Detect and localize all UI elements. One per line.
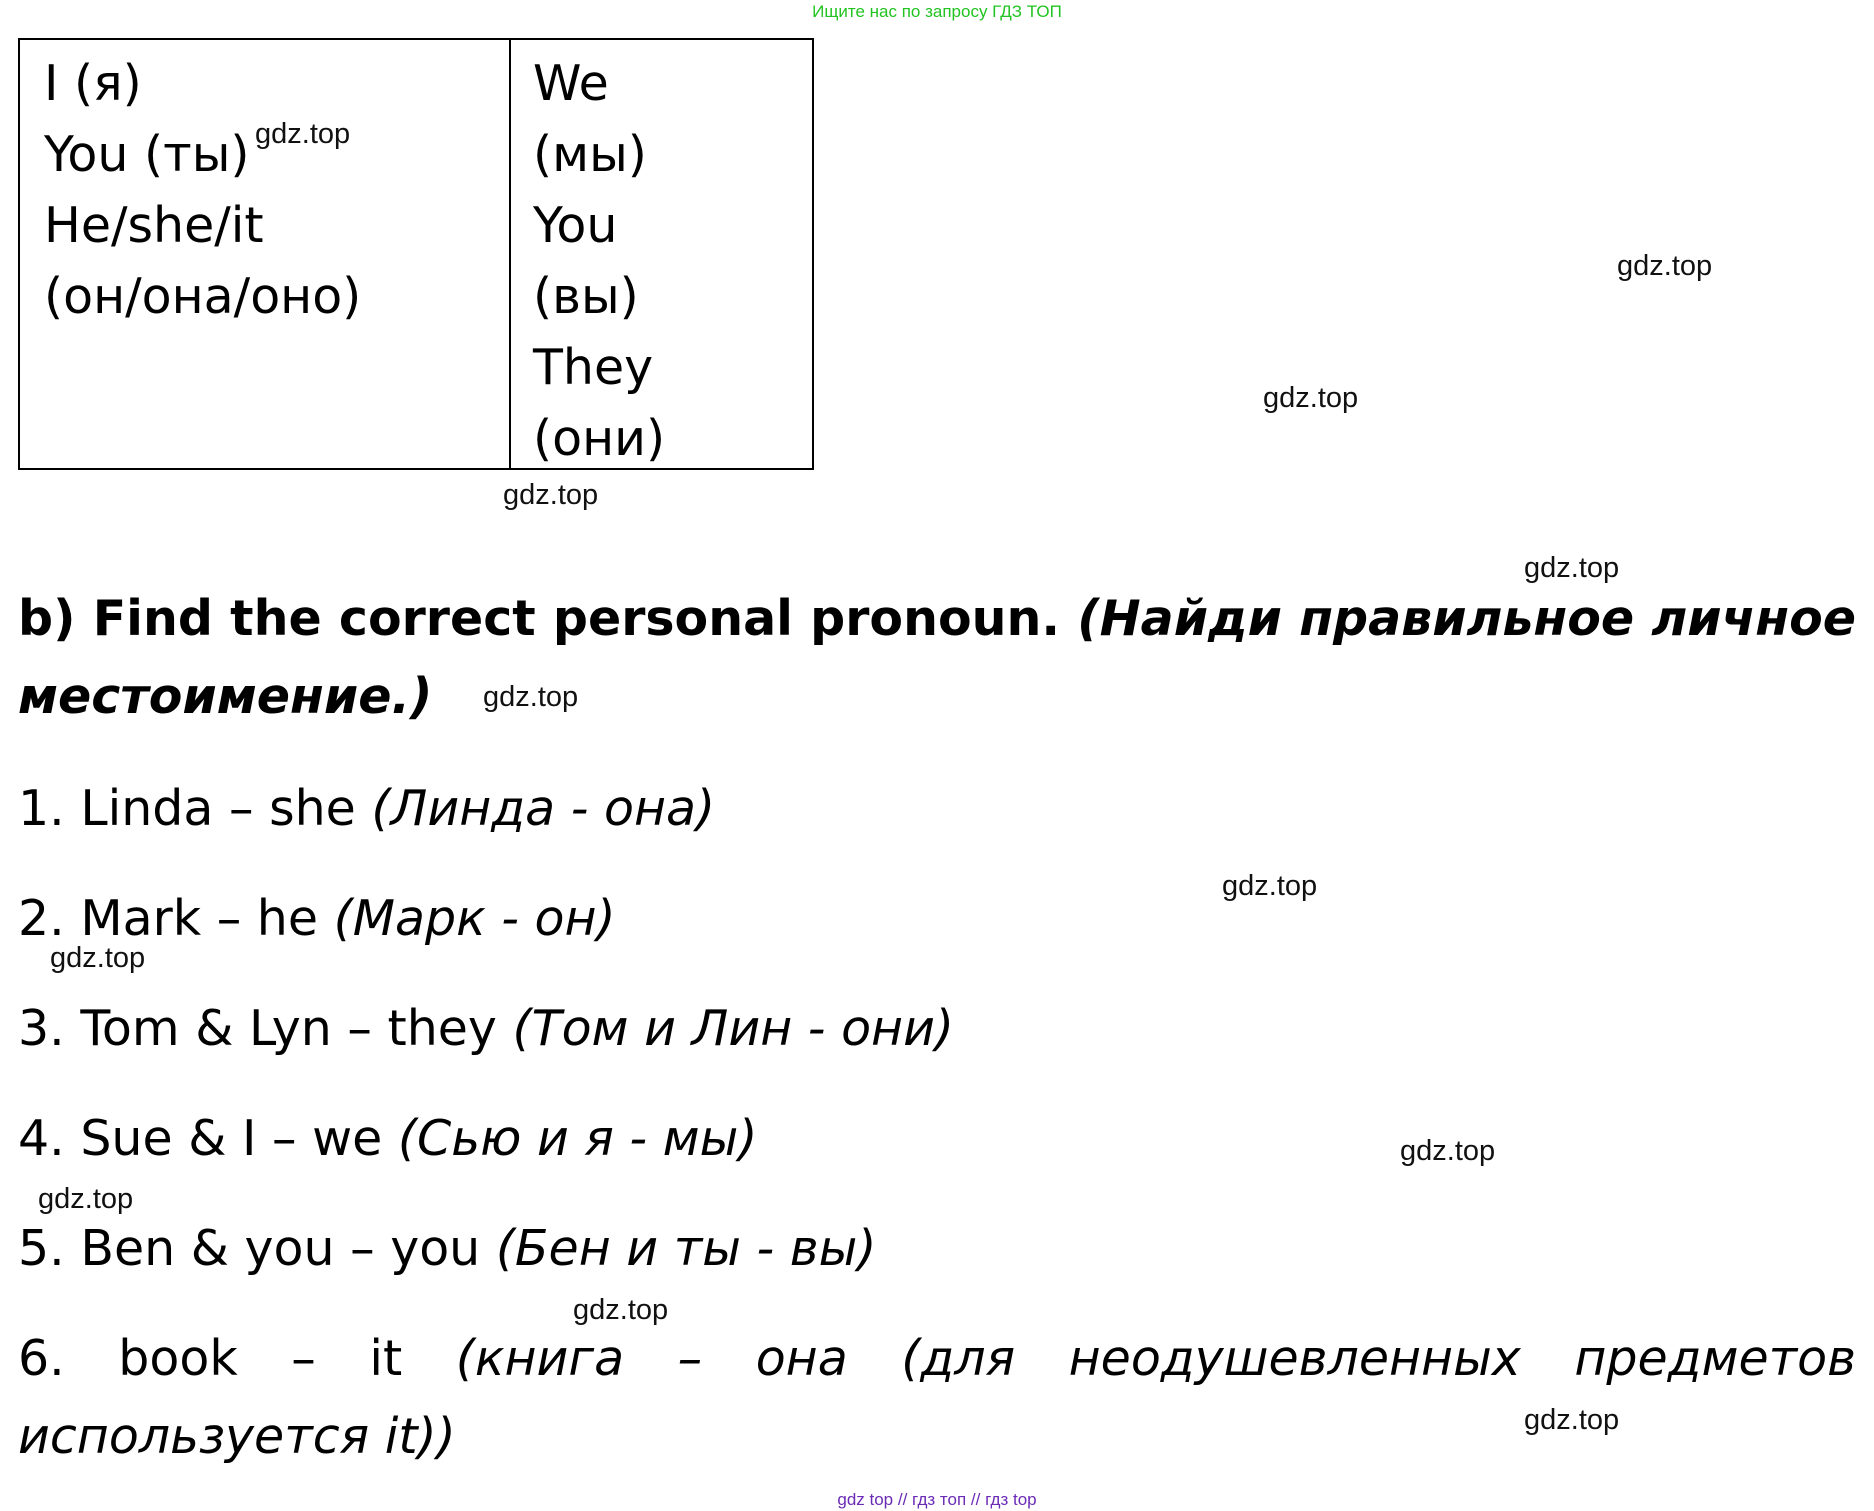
footer-separator: // bbox=[897, 1490, 908, 1509]
footer-link[interactable]: гдз топ bbox=[912, 1490, 967, 1509]
table-line: We bbox=[533, 55, 609, 112]
answer-item bbox=[18, 770, 715, 848]
table-line: You bbox=[533, 197, 618, 254]
watermark: gdz.top bbox=[1524, 552, 1620, 584]
plural-pronouns-cell bbox=[511, 40, 812, 468]
table-line: (они) bbox=[533, 410, 666, 467]
table-line: (вы) bbox=[533, 268, 639, 325]
answer-item bbox=[18, 1210, 876, 1288]
answer-russian: (Том и Лин - они) bbox=[512, 1000, 955, 1057]
watermark: gdz.top bbox=[573, 1294, 669, 1326]
answer-english: 2. Mark – he bbox=[18, 890, 319, 947]
table-line: They bbox=[533, 339, 654, 396]
table-line: (он/она/оно) bbox=[44, 268, 362, 325]
footer-separator: // bbox=[970, 1490, 981, 1509]
watermark: gdz.top bbox=[1400, 1135, 1496, 1167]
answer-russian: (Марк - он) bbox=[333, 890, 616, 947]
singular-pronouns-cell bbox=[20, 40, 511, 468]
answer-english: 5. Ben & you – you bbox=[18, 1220, 481, 1277]
pronoun-table bbox=[18, 38, 814, 470]
table-line: You (ты) bbox=[44, 126, 250, 183]
instruction-russian: (Найди правильное личное местоимение.) bbox=[18, 590, 1856, 725]
answer-english: 3. Tom & Lyn – they bbox=[18, 1000, 497, 1057]
answer-russian: (Сью и я - мы) bbox=[397, 1110, 758, 1167]
top-banner[interactable]: Ищите нас по запросу ГДЗ ТОП bbox=[812, 2, 1062, 21]
answer-russian: (книга – она (для неодушевленных предметов используется it)) bbox=[18, 1330, 1856, 1465]
footer-link[interactable]: гдз top bbox=[985, 1490, 1037, 1509]
table-line: He/she/it bbox=[44, 197, 264, 254]
watermark: gdz.top bbox=[1524, 1404, 1620, 1436]
answer-russian: (Линда - она) bbox=[371, 780, 716, 837]
answer-item bbox=[18, 990, 954, 1068]
footer-links bbox=[0, 1490, 1874, 1510]
table-line: (мы) bbox=[533, 126, 647, 183]
watermark: gdz.top bbox=[1617, 250, 1713, 282]
answer-item bbox=[18, 1100, 757, 1178]
watermark: gdz.top bbox=[1222, 870, 1318, 902]
instruction-english: b) Find the correct personal pronoun. bbox=[18, 590, 1061, 647]
watermark: gdz.top bbox=[255, 118, 351, 150]
answer-english: 1. Linda – she bbox=[18, 780, 356, 837]
exercise-instruction bbox=[18, 580, 1856, 736]
watermark: gdz.top bbox=[38, 1183, 134, 1215]
answer-russian: (Бен и ты - вы) bbox=[495, 1220, 877, 1277]
answer-english: 6. book – it bbox=[18, 1330, 403, 1387]
watermark: gdz.top bbox=[1263, 382, 1359, 414]
answer-english: 4. Sue & I – we bbox=[18, 1110, 383, 1167]
answer-item bbox=[18, 1320, 1856, 1476]
table-line: I (я) bbox=[44, 55, 142, 112]
watermark: gdz.top bbox=[50, 942, 146, 974]
footer-link[interactable]: gdz top bbox=[837, 1490, 894, 1509]
watermark: gdz.top bbox=[503, 479, 599, 511]
watermark: gdz.top bbox=[483, 681, 579, 713]
